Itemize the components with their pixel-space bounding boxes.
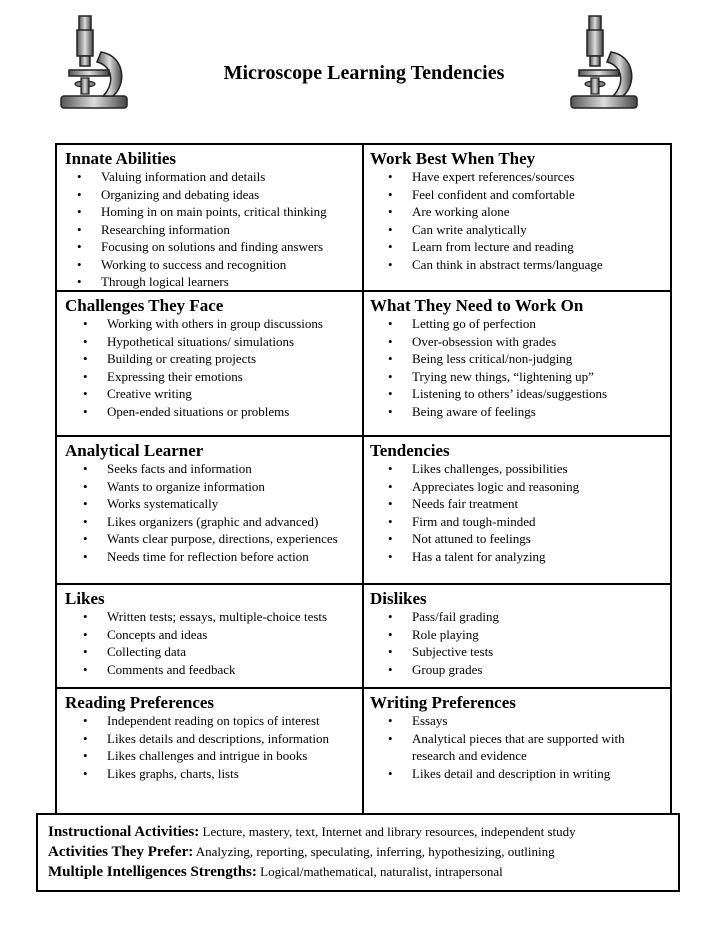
list-item: • Expressing their emotions (107, 368, 356, 386)
section-row (57, 689, 670, 819)
list-item: • Likes challenges and intrigue in books (107, 747, 356, 765)
section-tendencies (364, 437, 670, 583)
list-item: • Independent reading on topics of interest (107, 712, 356, 730)
list-item: • Written tests; essays, multiple-choice tests (107, 608, 356, 626)
list-item: • Role playing (412, 626, 664, 644)
section-row (57, 437, 670, 585)
list-item: • Concepts and ideas (107, 626, 356, 644)
list-item: • Seeks facts and information (107, 460, 356, 478)
section-heading: Reading Preferences (65, 693, 215, 712)
section-heading: Analytical Learner (65, 441, 204, 460)
bullet-list (65, 460, 356, 565)
list-item: • Working to success and recognition (101, 256, 356, 274)
section-challenges-they-face (57, 292, 364, 435)
list-item: • Focusing on solutions and finding answers (101, 238, 356, 256)
list-item: • Analytical pieces that are supported with research and evidence (412, 730, 664, 765)
bullet-list (65, 168, 356, 290)
summary-text: Logical/mathematical, naturalist, intrapersonal (256, 864, 503, 879)
bullet-list (370, 168, 664, 273)
list-item: • Feel confident and comfortable (412, 186, 664, 204)
section-heading: Writing Preferences (370, 693, 516, 712)
list-item: • Needs fair treatment (412, 495, 664, 513)
list-item: • Pass/fail grading (412, 608, 664, 626)
section-what-they-need-to-work-on (364, 292, 670, 435)
section-innate-abilities (57, 145, 364, 290)
list-item: • Homing in on main points, critical thinking (101, 203, 356, 221)
section-heading: Tendencies (370, 441, 450, 460)
list-item: • Likes graphs, charts, lists (107, 765, 356, 783)
list-item: • Not attuned to feelings (412, 530, 664, 548)
list-item: • Works systematically (107, 495, 356, 513)
section-analytical-learner (57, 437, 364, 583)
list-item: • Letting go of perfection (412, 315, 664, 333)
page-title: Microscope Learning Tendencies (223, 62, 505, 84)
list-item: • Have expert references/sources (412, 168, 664, 186)
list-item: • Comments and feedback (107, 661, 356, 679)
section-heading: Innate Abilities (65, 149, 176, 168)
list-item: • Wants clear purpose, directions, experiences (107, 530, 356, 548)
list-item: • Building or creating projects (107, 350, 356, 368)
bullet-list (65, 712, 356, 782)
list-item: • Group grades (412, 661, 664, 679)
section-heading: What They Need to Work On (370, 296, 584, 315)
list-item: • Can think in abstract terms/language (412, 256, 664, 274)
activities-summary-box (36, 813, 680, 892)
section-reading-preferences (57, 689, 364, 819)
list-item: • Hypothetical situations/ simulations (107, 333, 356, 351)
list-item: • Appreciates logic and reasoning (412, 478, 664, 496)
list-item: • Can write analytically (412, 221, 664, 239)
list-item: • Has a talent for analyzing (412, 548, 664, 566)
list-item: • Are working alone (412, 203, 664, 221)
bullet-list (370, 315, 664, 420)
list-item: • Learn from lecture and reading (412, 238, 664, 256)
section-work-best-when-they (364, 145, 670, 290)
list-item: • Working with others in group discussions (107, 315, 356, 333)
list-item: • Likes challenges, possibilities (412, 460, 664, 478)
summary-label: Instructional Activities: (48, 824, 200, 840)
summary-line-intelligences (48, 862, 668, 882)
section-heading: Dislikes (370, 589, 427, 608)
section-likes (57, 585, 364, 687)
section-row (57, 145, 670, 292)
bullet-list (370, 608, 664, 678)
list-item: • Subjective tests (412, 643, 664, 661)
tendencies-grid (55, 143, 672, 821)
list-item: • Essays (412, 712, 664, 730)
section-row (57, 585, 670, 689)
list-item: • Valuing information and details (101, 168, 356, 186)
section-heading: Work Best When They (370, 149, 536, 168)
list-item: • Likes detail and description in writing (412, 765, 664, 783)
bullet-list (370, 460, 664, 565)
section-writing-preferences (364, 689, 670, 819)
summary-label: Activities They Prefer: (48, 844, 194, 860)
list-item: • Open-ended situations or problems (107, 403, 356, 421)
bullet-list (65, 315, 356, 420)
list-item: • Likes organizers (graphic and advanced) (107, 513, 356, 531)
list-item: • Through logical learners (101, 273, 356, 290)
list-item: • Organizing and debating ideas (101, 186, 356, 204)
list-item: • Being less critical/non-judging (412, 350, 664, 368)
summary-text: Analyzing, reporting, speculating, inferring, hypothesizing, outlining (193, 844, 555, 859)
bullet-list (65, 608, 356, 678)
section-heading: Likes (65, 589, 105, 608)
summary-label: Multiple Intelligences Strengths: (48, 864, 257, 880)
list-item: • Creative writing (107, 385, 356, 403)
list-item: • Trying new things, “lightening up” (412, 368, 664, 386)
summary-line-preferred (48, 842, 668, 862)
list-item: • Being aware of feelings (412, 403, 664, 421)
list-item: • Over-obsession with grades (412, 333, 664, 351)
list-item: • Likes details and descriptions, information (107, 730, 356, 748)
list-item: • Firm and tough-minded (412, 513, 664, 531)
list-item: • Wants to organize information (107, 478, 356, 496)
section-dislikes (364, 585, 670, 687)
list-item: • Needs time for reflection before action (107, 548, 356, 566)
list-item: • Listening to others’ ideas/suggestions (412, 385, 664, 403)
section-row (57, 292, 670, 437)
bullet-list (370, 712, 664, 782)
section-heading: Challenges They Face (65, 296, 224, 315)
list-item: • Researching information (101, 221, 356, 239)
list-item: • Collecting data (107, 643, 356, 661)
summary-line-instructional (48, 822, 668, 842)
summary-text: Lecture, mastery, text, Internet and library resources, independent study (199, 824, 576, 839)
